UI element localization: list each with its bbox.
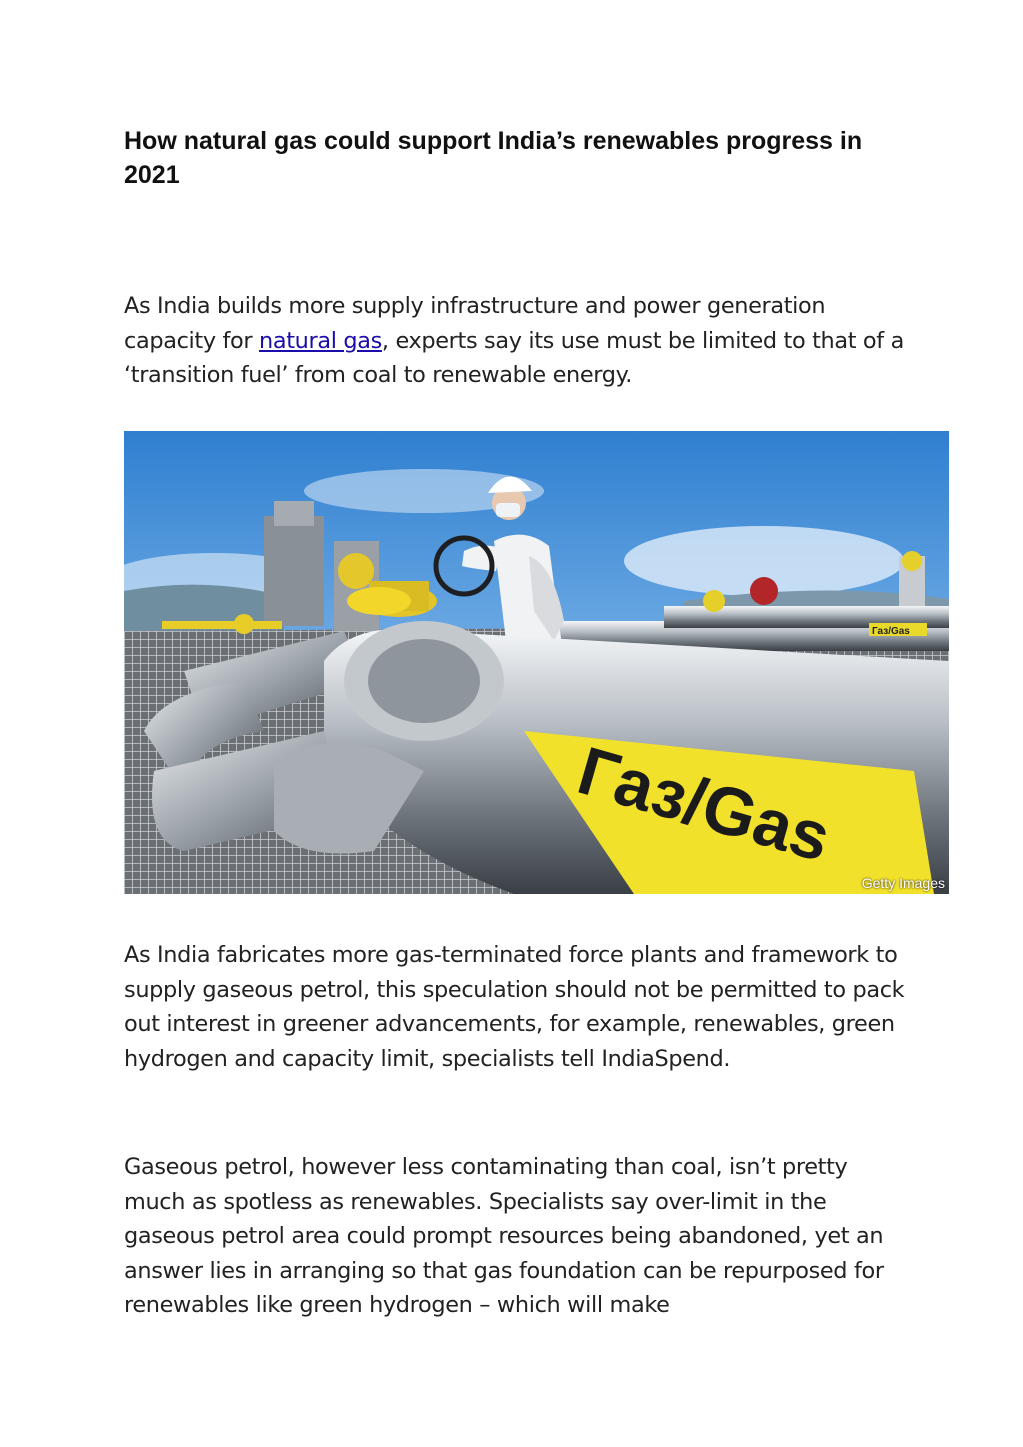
body-paragraph-2: As India fabricates more gas-terminated force plants and framework to supply gaseous petrol, this speculation should not be permitted to pack out interest in greener advancements, for example, renewables, green hydrogen and capacity limit, specialists tell IndiaSpend. bbox=[124, 942, 905, 1072]
body-paragraph-3: Gaseous petrol, however less contaminating than coal, isn’t pretty much as spotless as renewables. Specialists say over-limit in the gaseous petrol area could prompt resources being abandoned, yet an answer lies in arranging so that gas foundation can be repurposed for renewables like green hydrogen – which will make bbox=[124, 1154, 884, 1318]
image-credit: Getty Images bbox=[861, 875, 945, 891]
intro-text-before: As India builds more supply infrastructure and power generation capacity for bbox=[124, 293, 826, 354]
intro-text-after: , experts say its use must be limited to that of a ‘transition fuel’ from coal to renewable energy. bbox=[124, 327, 904, 388]
gas-pipeline-photo bbox=[124, 431, 949, 894]
gas-label-text: Газ/Gas bbox=[569, 732, 839, 877]
small-gas-label: Газ/Gas bbox=[872, 626, 910, 637]
article-title: How natural gas could support India’s renewables progress in 2021 bbox=[124, 127, 863, 189]
intro-paragraph bbox=[124, 289, 914, 393]
pipeline-illustration bbox=[124, 431, 949, 894]
natural-gas-link[interactable]: natural gas bbox=[259, 327, 382, 354]
